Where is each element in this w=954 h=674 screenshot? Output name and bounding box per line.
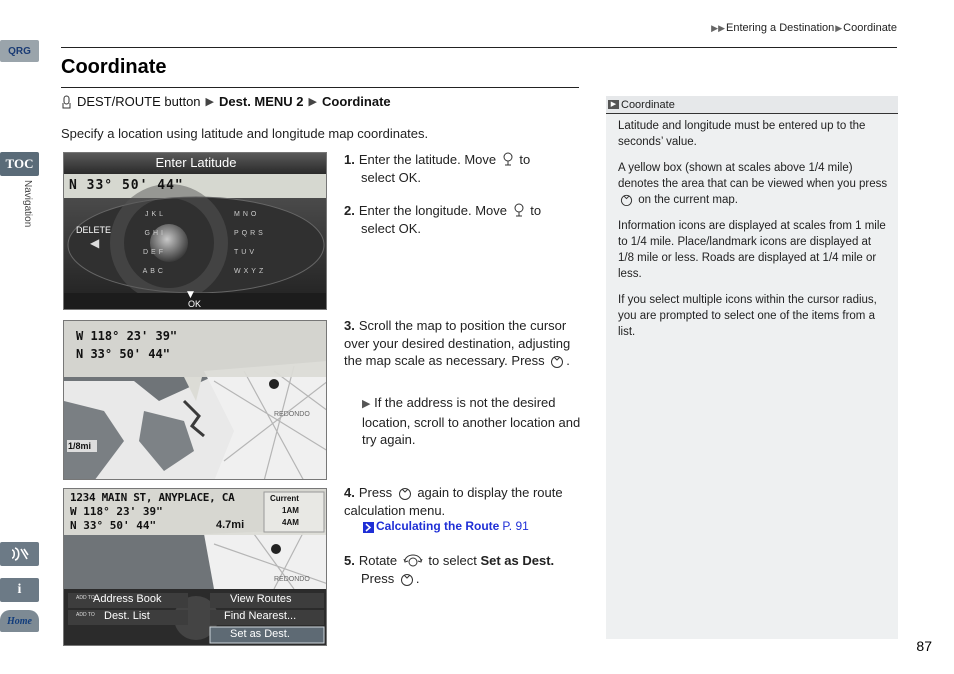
- keypad-key[interactable]: PQRS: [234, 230, 266, 237]
- title-rule: [61, 87, 579, 88]
- address-readout: 1234 MAIN ST, ANYPLACE, CA: [70, 491, 235, 504]
- info-tab[interactable]: [0, 578, 39, 602]
- cross-reference-page[interactable]: P. 91: [502, 519, 529, 533]
- add-to-badge: ADD TO: [76, 595, 95, 601]
- step-text: Scroll the map to position the cursor over your desired destination, adjusting the map scale as necessary. Press: [344, 318, 571, 368]
- voice-command-tab[interactable]: [0, 542, 39, 566]
- set-as-dest-item[interactable]: Set as Dest.: [230, 628, 290, 640]
- note-text: on the current map.: [638, 194, 738, 206]
- joystick-icon: [513, 203, 525, 218]
- map-scale[interactable]: 1/8mi: [68, 441, 92, 451]
- path-arrow-icon: ▶: [308, 96, 318, 108]
- step-text: Press: [358, 485, 393, 500]
- latitude-readout: N 33° 50' 44": [76, 347, 170, 361]
- step-text: select: [361, 169, 395, 185]
- add-to-badge: ADD TO: [76, 612, 95, 618]
- info-marker-icon: [269, 379, 279, 389]
- keypad-left[interactable]: [132, 205, 166, 281]
- step-3-note: [362, 394, 582, 449]
- keypad-key[interactable]: MNO: [234, 211, 260, 218]
- step-text: Press: [361, 570, 395, 586]
- enter-button-icon: [400, 572, 414, 586]
- keypad-key[interactable]: JKL: [144, 211, 166, 218]
- cross-reference[interactable]: [361, 519, 529, 533]
- step-text: again to display the route calculation menu.: [344, 485, 563, 518]
- note-heading: [606, 96, 898, 113]
- section-label: Navigation: [22, 180, 33, 228]
- route-current: Current: [270, 494, 299, 503]
- step-text: Enter the longitude. Move: [358, 203, 507, 218]
- back-arrow-icon: ◀: [90, 236, 100, 250]
- path-arrow-icon: ▶: [205, 96, 215, 108]
- header-rule: [61, 47, 897, 48]
- step-number: 5.: [344, 553, 355, 568]
- intro-text: Specify a location using latitude and longitude map coordinates.: [61, 126, 429, 141]
- enter-button-icon: [620, 193, 633, 206]
- note-arrow-icon: ▶: [362, 398, 371, 410]
- note-paragraph: Latitude and longitude must be entered up to the seconds’ value.: [618, 120, 866, 148]
- longitude-readout: W 118° 23' 39": [70, 505, 163, 518]
- ok-term: OK: [398, 220, 418, 236]
- rotate-dial-icon: [403, 553, 423, 568]
- step-text: to: [519, 152, 531, 167]
- step-4: [344, 484, 580, 519]
- screen-header: Enter Latitude: [155, 155, 237, 170]
- keypad-key[interactable]: WXYZ: [234, 268, 267, 275]
- breadcrumb-item[interactable]: Entering a Destination: [726, 22, 835, 34]
- note-paragraph: If you select multiple icons within the cursor radius, you are prompted to select one of the items from a list.: [618, 294, 877, 338]
- dest-list-item[interactable]: Dest. List: [104, 610, 150, 622]
- home-tab[interactable]: Home: [0, 610, 39, 632]
- longitude-readout: W 118° 23' 39": [76, 329, 178, 343]
- menu-path: [61, 94, 391, 109]
- route-4am: 4AM: [282, 518, 299, 527]
- down-arrow-icon: ▼: [187, 290, 194, 300]
- step-number: 4.: [344, 485, 355, 500]
- step-text: to: [530, 203, 542, 218]
- note-paragraph: [618, 160, 888, 208]
- joystick-icon: [502, 152, 514, 167]
- step-text: Rotate: [358, 553, 398, 568]
- path-step: Dest. MENU 2: [219, 94, 304, 109]
- delete-label[interactable]: DELETE: [76, 225, 112, 235]
- latitude-readout: N 33° 50' 44": [70, 519, 157, 532]
- distance-readout: 4.7mi: [216, 519, 245, 531]
- step-1: 1. Enter the latitude. Move to select OK.: [344, 152, 531, 185]
- path-start: DEST/ROUTE button: [77, 94, 201, 109]
- keypad-right[interactable]: [234, 205, 266, 281]
- step-number: 3.: [344, 318, 355, 333]
- map-place-label: REDONDO: [274, 576, 310, 583]
- breadcrumb-arrow-icon: ▶▶: [711, 23, 726, 33]
- path-step: Coordinate: [322, 94, 391, 109]
- qrg-tab[interactable]: QRG: [0, 40, 39, 62]
- step-number: 2.: [344, 203, 355, 218]
- toc-tab[interactable]: TOC: [0, 152, 39, 176]
- step-text: Enter the latitude. Move: [358, 152, 497, 167]
- find-nearest-item[interactable]: Find Nearest...: [224, 610, 297, 622]
- breadcrumb-item[interactable]: Coordinate: [843, 22, 897, 34]
- link-arrow-icon: [363, 522, 374, 533]
- note-heading-text: Coordinate: [621, 98, 675, 111]
- enter-latitude-screen: [63, 152, 327, 310]
- step-2: 2. Enter the longitude. Move to select OK.: [344, 203, 542, 236]
- keypad-key[interactable]: ABC: [142, 268, 166, 275]
- address-book-item[interactable]: Address Book: [93, 593, 162, 605]
- step-5: 5. Rotate to select Set as Dest. Press .: [344, 553, 555, 586]
- step-3: 3. Scroll the map to position the cursor over your desired destination, adjusting the map scale as necessary. Press .: [344, 318, 571, 368]
- map-screen: [63, 320, 327, 480]
- info-marker-icon: [271, 544, 281, 554]
- view-routes-item[interactable]: View Routes: [230, 593, 292, 605]
- note-paragraph: Information icons are displayed at scales from 1 mile to 1/4 mile. Place/landmark icons are displayed at 1/8 mile or less. Roads are displayed at 1/4 mile or less.: [618, 220, 886, 280]
- route-1am: 1AM: [282, 506, 299, 515]
- step-note-text: If the address is not the desired location, scroll to another location and try again.: [362, 395, 581, 447]
- breadcrumb: [710, 22, 897, 34]
- step-text: select: [361, 220, 395, 236]
- route-menu-screen: [63, 488, 327, 646]
- note-marker-icon: ▶: [608, 100, 619, 109]
- keypad-key[interactable]: TUV: [234, 249, 257, 256]
- page-number: 87: [916, 638, 932, 654]
- map-place-label: REDONDO: [274, 411, 310, 418]
- enter-button-icon: [550, 354, 564, 368]
- step-text: to select: [428, 553, 477, 568]
- cross-reference-link[interactable]: Calculating the Route: [376, 519, 500, 533]
- ok-label[interactable]: OK: [188, 299, 202, 309]
- voice-command-icon: [9, 546, 31, 562]
- keypad-key[interactable]: DEF: [143, 249, 166, 256]
- set-as-dest-term: Set as Dest.: [480, 553, 555, 568]
- step-number: 1.: [344, 152, 355, 167]
- keypad-key[interactable]: GHI: [144, 230, 166, 237]
- note-body: [606, 113, 898, 639]
- page-title: Coordinate: [61, 56, 167, 78]
- info-icon: i: [17, 582, 22, 597]
- hand-button-icon: [61, 95, 72, 109]
- enter-button-icon: [398, 486, 412, 500]
- note-text: A yellow box (shown at scales above 1/4 mile) denotes the area that can be viewed when you press: [618, 162, 888, 190]
- ok-term: OK: [398, 169, 418, 185]
- breadcrumb-arrow-icon: ▶: [835, 23, 843, 33]
- latitude-value: N 33° 50' 44": [69, 178, 184, 193]
